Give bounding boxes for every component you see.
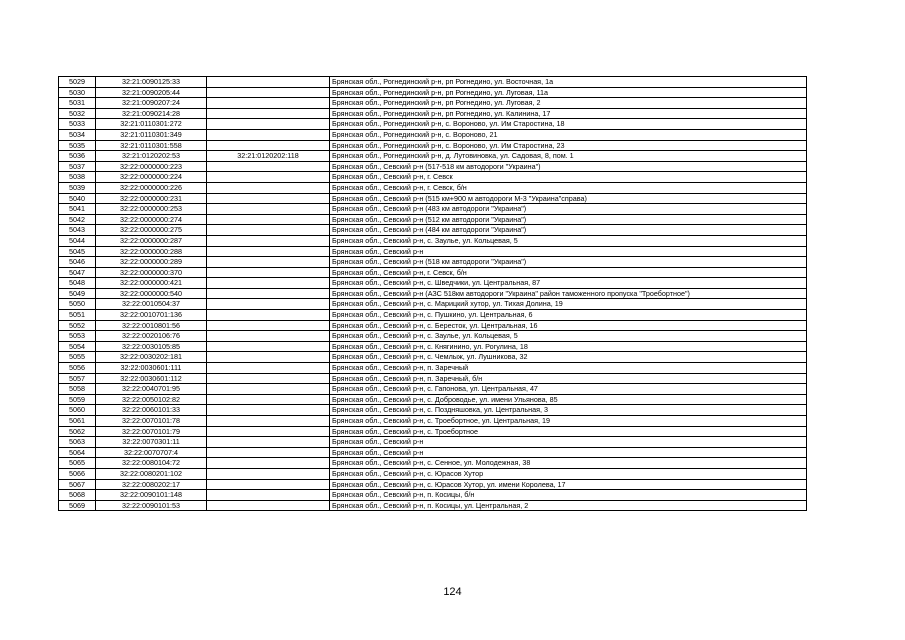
address-cell: Брянская обл., Севский р-н (512 км автодороги "Украина") bbox=[330, 214, 807, 225]
address-cell: Брянская обл., Севский р-н, п. Косицы, ул. Центральная, 2 bbox=[330, 500, 807, 511]
cadastral-number-cell: 32:21:0110301:272 bbox=[96, 119, 207, 130]
address-cell: Брянская обл., Севский р-н, с. Марицкий хутор, ул. Тихая Долина, 19 bbox=[330, 299, 807, 310]
previous-number-cell bbox=[207, 416, 330, 427]
address-cell: Брянская обл., Севский р-н (484 км автодороги "Украина") bbox=[330, 225, 807, 236]
row-number-cell: 5052 bbox=[59, 320, 96, 331]
address-cell: Брянская обл., Рогнединский р-н, с. Вороново, 21 bbox=[330, 129, 807, 140]
row-number-cell: 5056 bbox=[59, 363, 96, 374]
row-number-cell: 5034 bbox=[59, 129, 96, 140]
table-row bbox=[59, 98, 807, 109]
table-row bbox=[59, 267, 807, 278]
cadastral-number-cell: 32:22:0020106:76 bbox=[96, 331, 207, 342]
address-cell: Брянская обл., Рогнединский р-н, рп Рогнедино, ул. Калинина, 17 bbox=[330, 108, 807, 119]
previous-number-cell bbox=[207, 384, 330, 395]
row-number-cell: 5069 bbox=[59, 500, 96, 511]
address-cell: Брянская обл., Севский р-н, г. Севск bbox=[330, 172, 807, 183]
address-cell: Брянская обл., Севский р-н, с. Юрасов Хутор bbox=[330, 468, 807, 479]
cadastral-number-cell: 32:22:0080201:102 bbox=[96, 468, 207, 479]
previous-number-cell bbox=[207, 257, 330, 268]
previous-number-cell bbox=[207, 129, 330, 140]
address-cell: Брянская обл., Севский р-н (АЗС 518км автодороги "Украина" район таможенного пропуска "Троебортное") bbox=[330, 288, 807, 299]
previous-number-cell bbox=[207, 108, 330, 119]
previous-number-cell bbox=[207, 479, 330, 490]
row-number-cell: 5030 bbox=[59, 87, 96, 98]
previous-number-cell bbox=[207, 331, 330, 342]
table-row bbox=[59, 437, 807, 448]
previous-number-cell bbox=[207, 458, 330, 469]
address-cell: Брянская обл., Рогнединский р-н, рп Рогнедино, ул. Восточная, 1а bbox=[330, 77, 807, 88]
cadastral-number-cell: 32:22:0000000:288 bbox=[96, 246, 207, 257]
cadastral-number-cell: 32:22:0010801:56 bbox=[96, 320, 207, 331]
table-row bbox=[59, 87, 807, 98]
previous-number-cell bbox=[207, 352, 330, 363]
row-number-cell: 5054 bbox=[59, 341, 96, 352]
row-number-cell: 5038 bbox=[59, 172, 96, 183]
previous-number-cell bbox=[207, 225, 330, 236]
cadastral-number-cell: 32:22:0090101:53 bbox=[96, 500, 207, 511]
address-cell: Брянская обл., Севский р-н, с. Доброводье, ул. имени Ульянова, 85 bbox=[330, 394, 807, 405]
previous-number-cell bbox=[207, 310, 330, 321]
table-row bbox=[59, 246, 807, 257]
address-cell: Брянская обл., Севский р-н, с. Княгинино, ул. Рогулина, 18 bbox=[330, 341, 807, 352]
previous-number-cell: 32:21:0120202:118 bbox=[207, 151, 330, 162]
table-row bbox=[59, 182, 807, 193]
address-cell: Брянская обл., Рогнединский р-н, с. Вороново, ул. Им Старостина, 18 bbox=[330, 119, 807, 130]
row-number-cell: 5061 bbox=[59, 416, 96, 427]
cadastral-number-cell: 32:22:0000000:287 bbox=[96, 235, 207, 246]
table-row bbox=[59, 278, 807, 289]
row-number-cell: 5060 bbox=[59, 405, 96, 416]
cadastral-number-cell: 32:22:0060101:33 bbox=[96, 405, 207, 416]
table-row bbox=[59, 151, 807, 162]
table-row bbox=[59, 288, 807, 299]
cadastral-number-cell: 32:22:0010701:136 bbox=[96, 310, 207, 321]
cadastral-number-cell: 32:22:0000000:421 bbox=[96, 278, 207, 289]
row-number-cell: 5051 bbox=[59, 310, 96, 321]
address-cell: Брянская обл., Рогнединский р-н, рп Рогнедино, ул. Луговая, 2 bbox=[330, 98, 807, 109]
previous-number-cell bbox=[207, 500, 330, 511]
row-number-cell: 5031 bbox=[59, 98, 96, 109]
previous-number-cell bbox=[207, 98, 330, 109]
cadastral-number-cell: 32:22:0070707:4 bbox=[96, 447, 207, 458]
cadastral-number-cell: 32:22:0030601:111 bbox=[96, 363, 207, 374]
previous-number-cell bbox=[207, 405, 330, 416]
row-number-cell: 5058 bbox=[59, 384, 96, 395]
previous-number-cell bbox=[207, 246, 330, 257]
row-number-cell: 5035 bbox=[59, 140, 96, 151]
table-row bbox=[59, 490, 807, 501]
row-number-cell: 5040 bbox=[59, 193, 96, 204]
address-cell: Брянская обл., Севский р-н (518 км автодороги "Украина") bbox=[330, 257, 807, 268]
table-row bbox=[59, 257, 807, 268]
cadastral-number-cell: 32:22:0000000:223 bbox=[96, 161, 207, 172]
previous-number-cell bbox=[207, 426, 330, 437]
previous-number-cell bbox=[207, 77, 330, 88]
row-number-cell: 5047 bbox=[59, 267, 96, 278]
cadastral-number-cell: 32:22:0000000:226 bbox=[96, 182, 207, 193]
cadastral-number-cell: 32:22:0000000:253 bbox=[96, 204, 207, 215]
address-cell: Брянская обл., Севский р-н, г. Севск, б/н bbox=[330, 267, 807, 278]
address-cell: Брянская обл., Севский р-н, с. Бересток, ул. Центральная, 16 bbox=[330, 320, 807, 331]
table-row bbox=[59, 384, 807, 395]
previous-number-cell bbox=[207, 172, 330, 183]
cadastral-number-cell: 32:22:0000000:231 bbox=[96, 193, 207, 204]
table-row bbox=[59, 405, 807, 416]
table-row bbox=[59, 161, 807, 172]
table-row bbox=[59, 140, 807, 151]
previous-number-cell bbox=[207, 447, 330, 458]
address-cell: Брянская обл., Севский р-н, с. Заулье, ул. Кольцевая, 5 bbox=[330, 331, 807, 342]
address-cell: Брянская обл., Севский р-н, с. Сенное, ул. Молодежная, 38 bbox=[330, 458, 807, 469]
previous-number-cell bbox=[207, 204, 330, 215]
row-number-cell: 5029 bbox=[59, 77, 96, 88]
row-number-cell: 5049 bbox=[59, 288, 96, 299]
cadastral-number-cell: 32:22:0030105:85 bbox=[96, 341, 207, 352]
row-number-cell: 5039 bbox=[59, 182, 96, 193]
previous-number-cell bbox=[207, 267, 330, 278]
row-number-cell: 5045 bbox=[59, 246, 96, 257]
cadastral-number-cell: 32:22:0000000:289 bbox=[96, 257, 207, 268]
cadastral-number-cell: 32:22:0070301:11 bbox=[96, 437, 207, 448]
previous-number-cell bbox=[207, 320, 330, 331]
cadastral-number-cell: 32:21:0110301:349 bbox=[96, 129, 207, 140]
cadastral-number-cell: 32:22:0080202:17 bbox=[96, 479, 207, 490]
table-row bbox=[59, 214, 807, 225]
row-number-cell: 5065 bbox=[59, 458, 96, 469]
table-row bbox=[59, 172, 807, 183]
row-number-cell: 5033 bbox=[59, 119, 96, 130]
cadastral-number-cell: 32:21:0090125:33 bbox=[96, 77, 207, 88]
address-cell: Брянская обл., Севский р-н, с. Шведчики, ул. Центральная, 87 bbox=[330, 278, 807, 289]
row-number-cell: 5043 bbox=[59, 225, 96, 236]
row-number-cell: 5046 bbox=[59, 257, 96, 268]
cadastral-number-cell: 32:22:0030202:181 bbox=[96, 352, 207, 363]
address-cell: Брянская обл., Севский р-н, п. Заречный, б/н bbox=[330, 373, 807, 384]
row-number-cell: 5041 bbox=[59, 204, 96, 215]
address-cell: Брянская обл., Севский р-н, с. Троебортное bbox=[330, 426, 807, 437]
address-cell: Брянская обл., Севский р-н, с. Пушкино, ул. Центральная, 6 bbox=[330, 310, 807, 321]
table-row bbox=[59, 363, 807, 374]
property-register-table bbox=[58, 76, 807, 511]
cadastral-number-cell: 32:21:0090205:44 bbox=[96, 87, 207, 98]
cadastral-number-cell: 32:21:0090207:24 bbox=[96, 98, 207, 109]
previous-number-cell bbox=[207, 214, 330, 225]
table-row bbox=[59, 129, 807, 140]
address-cell: Брянская обл., Рогнединский р-н, рп Рогнедино, ул. Луговая, 11а bbox=[330, 87, 807, 98]
row-number-cell: 5050 bbox=[59, 299, 96, 310]
address-cell: Брянская обл., Севский р-н, с. Гапонова, ул. Центральная, 47 bbox=[330, 384, 807, 395]
previous-number-cell bbox=[207, 288, 330, 299]
row-number-cell: 5059 bbox=[59, 394, 96, 405]
address-cell: Брянская обл., Севский р-н, с. Юрасов Хутор, ул. имени Королева, 17 bbox=[330, 479, 807, 490]
previous-number-cell bbox=[207, 182, 330, 193]
address-cell: Брянская обл., Севский р-н, п. Косицы, б/н bbox=[330, 490, 807, 501]
cadastral-number-cell: 32:22:0000000:370 bbox=[96, 267, 207, 278]
table-row bbox=[59, 299, 807, 310]
previous-number-cell bbox=[207, 299, 330, 310]
row-number-cell: 5067 bbox=[59, 479, 96, 490]
address-cell: Брянская обл., Севский р-н, п. Заречный bbox=[330, 363, 807, 374]
document-page bbox=[58, 76, 806, 511]
address-cell: Брянская обл., Севский р-н (483 км автодороги "Украина") bbox=[330, 204, 807, 215]
row-number-cell: 5063 bbox=[59, 437, 96, 448]
address-cell: Брянская обл., Рогнединский р-н, с. Вороново, ул. Им Старостина, 23 bbox=[330, 140, 807, 151]
table-row bbox=[59, 108, 807, 119]
row-number-cell: 5037 bbox=[59, 161, 96, 172]
table-row bbox=[59, 320, 807, 331]
row-number-cell: 5048 bbox=[59, 278, 96, 289]
address-cell: Брянская обл., Севский р-н, г. Севск, б/н bbox=[330, 182, 807, 193]
table-row bbox=[59, 119, 807, 130]
address-cell: Брянская обл., Севский р-н bbox=[330, 447, 807, 458]
cadastral-number-cell: 32:22:0030601:112 bbox=[96, 373, 207, 384]
address-cell: Брянская обл., Севский р-н (517-518 км автодороги "Украина") bbox=[330, 161, 807, 172]
table-row bbox=[59, 204, 807, 215]
previous-number-cell bbox=[207, 373, 330, 384]
row-number-cell: 5062 bbox=[59, 426, 96, 437]
row-number-cell: 5053 bbox=[59, 331, 96, 342]
previous-number-cell bbox=[207, 341, 330, 352]
address-cell: Брянская обл., Севский р-н, с. Заулье, ул. Кольцевая, 5 bbox=[330, 235, 807, 246]
address-cell: Брянская обл., Севский р-н, с. Чемлыж, ул. Лушникова, 32 bbox=[330, 352, 807, 363]
table-row bbox=[59, 458, 807, 469]
previous-number-cell bbox=[207, 235, 330, 246]
cadastral-number-cell: 32:22:0000000:275 bbox=[96, 225, 207, 236]
table-row bbox=[59, 310, 807, 321]
row-number-cell: 5066 bbox=[59, 468, 96, 479]
address-cell: Брянская обл., Севский р-н, с. Троебортное, ул. Центральная, 19 bbox=[330, 416, 807, 427]
table-row bbox=[59, 468, 807, 479]
previous-number-cell bbox=[207, 161, 330, 172]
row-number-cell: 5036 bbox=[59, 151, 96, 162]
cadastral-number-cell: 32:22:0080104:72 bbox=[96, 458, 207, 469]
previous-number-cell bbox=[207, 490, 330, 501]
table-row bbox=[59, 373, 807, 384]
cadastral-number-cell: 32:21:0120202:53 bbox=[96, 151, 207, 162]
cadastral-number-cell: 32:21:0090214:28 bbox=[96, 108, 207, 119]
row-number-cell: 5032 bbox=[59, 108, 96, 119]
row-number-cell: 5068 bbox=[59, 490, 96, 501]
table-row bbox=[59, 500, 807, 511]
row-number-cell: 5044 bbox=[59, 235, 96, 246]
table-row bbox=[59, 352, 807, 363]
table-row bbox=[59, 416, 807, 427]
table-row bbox=[59, 331, 807, 342]
table-row bbox=[59, 235, 807, 246]
cadastral-number-cell: 32:21:0110301:558 bbox=[96, 140, 207, 151]
table-row bbox=[59, 447, 807, 458]
address-cell: Брянская обл., Севский р-н (515 км+900 м автодороги М-3 "Украина"справа) bbox=[330, 193, 807, 204]
address-cell: Брянская обл., Севский р-н bbox=[330, 246, 807, 257]
table-row bbox=[59, 77, 807, 88]
cadastral-number-cell: 32:22:0010504:37 bbox=[96, 299, 207, 310]
previous-number-cell bbox=[207, 87, 330, 98]
previous-number-cell bbox=[207, 437, 330, 448]
row-number-cell: 5042 bbox=[59, 214, 96, 225]
address-cell: Брянская обл., Севский р-н bbox=[330, 437, 807, 448]
table-row bbox=[59, 341, 807, 352]
row-number-cell: 5055 bbox=[59, 352, 96, 363]
table-row bbox=[59, 479, 807, 490]
row-number-cell: 5057 bbox=[59, 373, 96, 384]
previous-number-cell bbox=[207, 193, 330, 204]
cadastral-number-cell: 32:22:0000000:224 bbox=[96, 172, 207, 183]
previous-number-cell bbox=[207, 468, 330, 479]
cadastral-number-cell: 32:22:0070101:79 bbox=[96, 426, 207, 437]
cadastral-number-cell: 32:22:0050102:82 bbox=[96, 394, 207, 405]
previous-number-cell bbox=[207, 119, 330, 130]
cadastral-number-cell: 32:22:0040701:95 bbox=[96, 384, 207, 395]
address-cell: Брянская обл., Севский р-н, с. Поздняшовка, ул. Центральная, 3 bbox=[330, 405, 807, 416]
cadastral-number-cell: 32:22:0090101:148 bbox=[96, 490, 207, 501]
table-row bbox=[59, 426, 807, 437]
previous-number-cell bbox=[207, 363, 330, 374]
page-number: 124 bbox=[443, 586, 462, 598]
row-number-cell: 5064 bbox=[59, 447, 96, 458]
cadastral-number-cell: 32:22:0000000:274 bbox=[96, 214, 207, 225]
table-row bbox=[59, 394, 807, 405]
cadastral-number-cell: 32:22:0070101:78 bbox=[96, 416, 207, 427]
table-body bbox=[59, 77, 807, 511]
cadastral-number-cell: 32:22:0000000:540 bbox=[96, 288, 207, 299]
table-row bbox=[59, 225, 807, 236]
address-cell: Брянская обл., Рогнединский р-н, д. Лутовиновка, ул. Садовая, 8, пом. 1 bbox=[330, 151, 807, 162]
previous-number-cell bbox=[207, 394, 330, 405]
previous-number-cell bbox=[207, 140, 330, 151]
previous-number-cell bbox=[207, 278, 330, 289]
table-row bbox=[59, 193, 807, 204]
